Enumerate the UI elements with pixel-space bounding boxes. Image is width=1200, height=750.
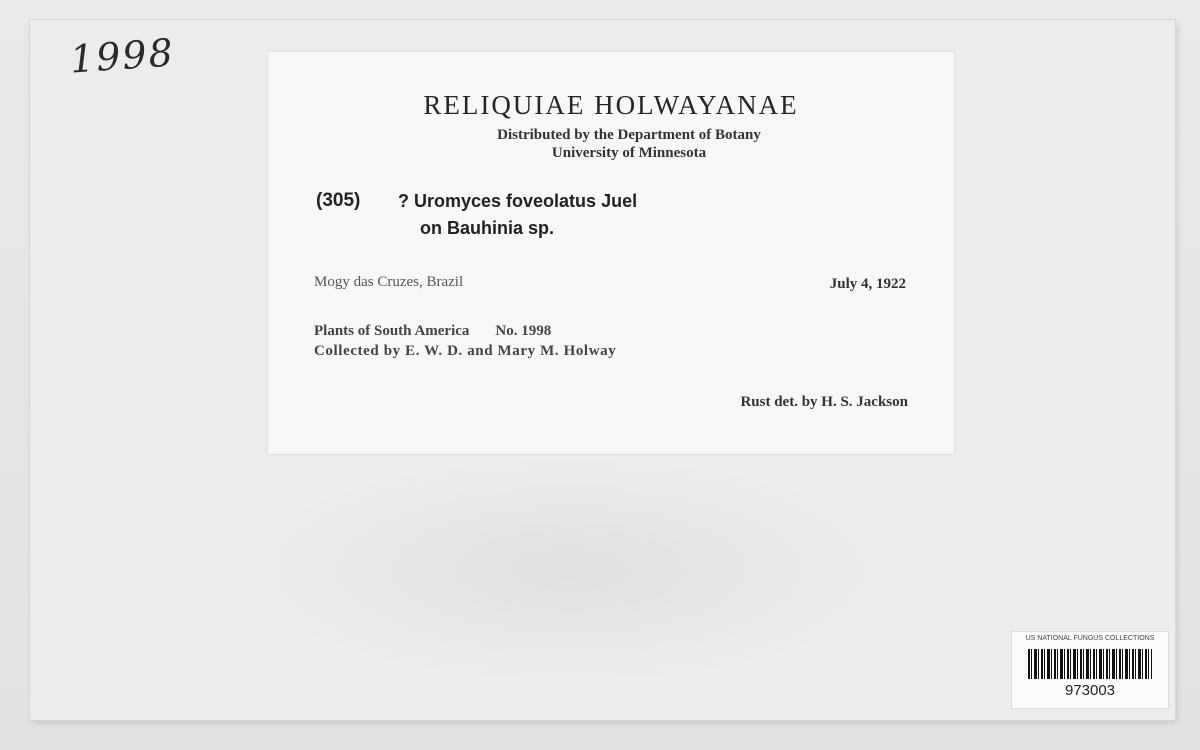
label-title: RELIQUIAE HOLWAYANAE — [423, 90, 799, 120]
collector-line: Collected by E. W. D. and Mary M. Holway — [314, 343, 617, 359]
determiner-line: Rust det. by H. S. Jackson — [740, 394, 908, 410]
barcode-label — [1012, 632, 1168, 708]
barcode-icon — [1028, 649, 1152, 679]
barcode-number: 973003 — [1064, 682, 1116, 699]
specimen-packet-shadow — [250, 460, 890, 680]
series-number: No. 1998 — [495, 323, 552, 339]
handwritten-number: 1998 — [68, 30, 177, 82]
series-line — [314, 323, 551, 340]
specimen-number: (305) — [316, 190, 361, 211]
label-institution: University of Minnesota — [551, 145, 707, 161]
specimen-label — [268, 52, 954, 454]
specimen-name: ? Uromyces foveolatus Juel — [398, 191, 638, 211]
barcode-header: US NATIONAL FUNGUS COLLECTIONS — [1025, 635, 1155, 642]
specimen-host: on Bauhinia sp. — [420, 218, 555, 238]
series-name: Plants of South America — [314, 323, 470, 339]
collection-date: July 4, 1922 — [829, 276, 906, 292]
label-distributor: Distributed by the Department of Botany — [497, 127, 761, 143]
collection-locality: Mogy das Cruzes, Brazil — [314, 274, 464, 290]
